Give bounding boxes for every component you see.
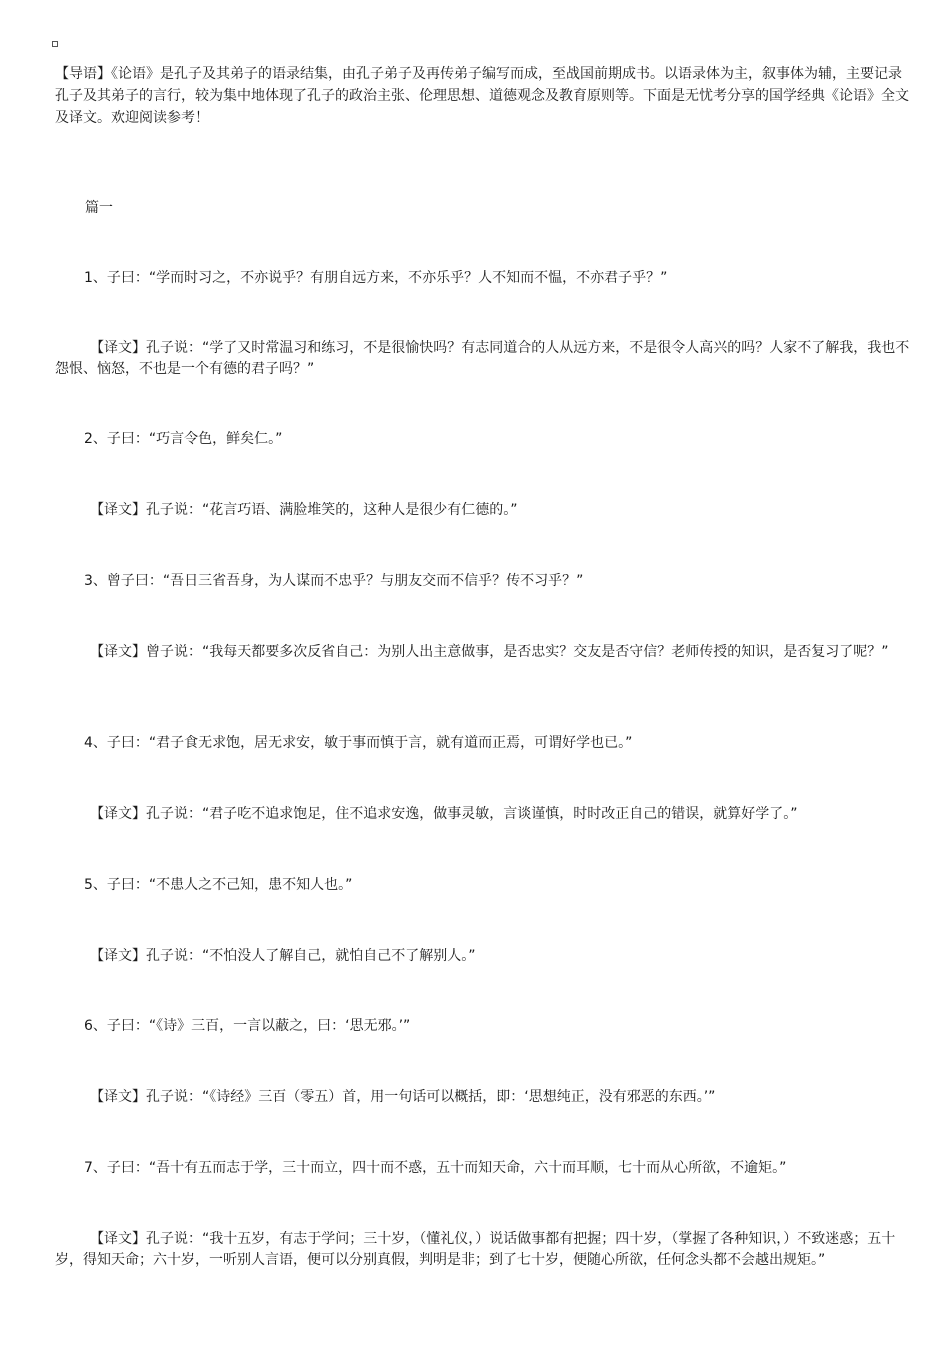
original-text-6: 6、子曰：“《诗》三百，一言以蔽之，曰：‘思无邪。’” <box>84 1018 411 1034</box>
translation-text-7: 【译文】孔子说：“我十五岁，有志于学问；三十岁，（懂礼仪，）说话做事都有把握；四十岁，（掌握了各种知识，）不致迷惑；五十岁，得知天命；六十岁，一听别人言语，便可以分别真假，判明是非；到了七十岁，便随心所欲，任何念头都不会越出规矩。” <box>55 1231 896 1268</box>
intro-paragraph: 【导语】《论语》是孔子及其弟子的语录结集，由孔子弟子及再传弟子编写而成，至战国前期成书。以语录体为主，叙事体为辅，主要记录孔子及其弟子的言行，较为集中地体现了孔子的政治主张、伦理思想、道德观念及教育原则等。下面是无忧考分享的国学经典《论语》全文及译文。欢迎阅读参考！ <box>55 66 909 126</box>
original-text-7: 7、子曰：“吾十有五而志于学，三十而立，四十而不惑，五十而知天命，六十而耳顺，七十而从心所欲，不逾矩。” <box>84 1160 787 1176</box>
original-text-5: 5、子曰：“不患人之不己知，患不知人也。” <box>84 877 353 893</box>
translation-text-5: 【译文】孔子说：“不怕没人了解自己，就怕自己不了解别人。” <box>90 948 476 964</box>
original-text-4: 4、子曰：“君子食无求饱，居无求安，敏于事而慎于言，就有道而正焉，可谓好学也已。” <box>84 735 633 751</box>
original-text-3: 3、曾子曰：“吾日三省吾身，为人谋而不忠乎？与朋友交而不信乎？传不习乎？” <box>84 573 584 589</box>
small-square-icon <box>52 41 58 47</box>
translation-text-6: 【译文】孔子说：“《诗经》三百（零五）首，用一句话可以概括，即：‘思想纯正，没有邪恶的东西。’” <box>90 1089 716 1105</box>
translation-text-3: 【译文】曾子说：“我每天都要多次反省自己：为别人出主意做事，是否忠实？交友是否守信？老师传授的知识，是否复习了呢？” <box>90 644 889 660</box>
original-text-2: 2、子曰：“巧言令色，鲜矣仁。” <box>84 431 283 447</box>
translation-text-4: 【译文】孔子说：“君子吃不追求饱足，住不追求安逸，做事灵敏，言谈谨慎，时时改正自己的错误，就算好学了。” <box>90 806 798 822</box>
original-text-1: 1、子曰：“学而时习之，不亦说乎？有朋自远方来，不亦乐乎？人不知而不愠，不亦君子乎？” <box>84 270 668 286</box>
translation-text-1: 【译文】孔子说：“学了又时常温习和练习，不是很愉快吗？有志同道合的人从远方来，不是很令人高兴的吗？人家不了解我，我也不怨恨、恼怒，不也是一个有德的君子吗？” <box>55 340 910 377</box>
translation-text-2: 【译文】孔子说：“花言巧语、满脸堆笑的，这种人是很少有仁德的。” <box>90 502 518 518</box>
section-title: 篇一 <box>85 200 113 216</box>
